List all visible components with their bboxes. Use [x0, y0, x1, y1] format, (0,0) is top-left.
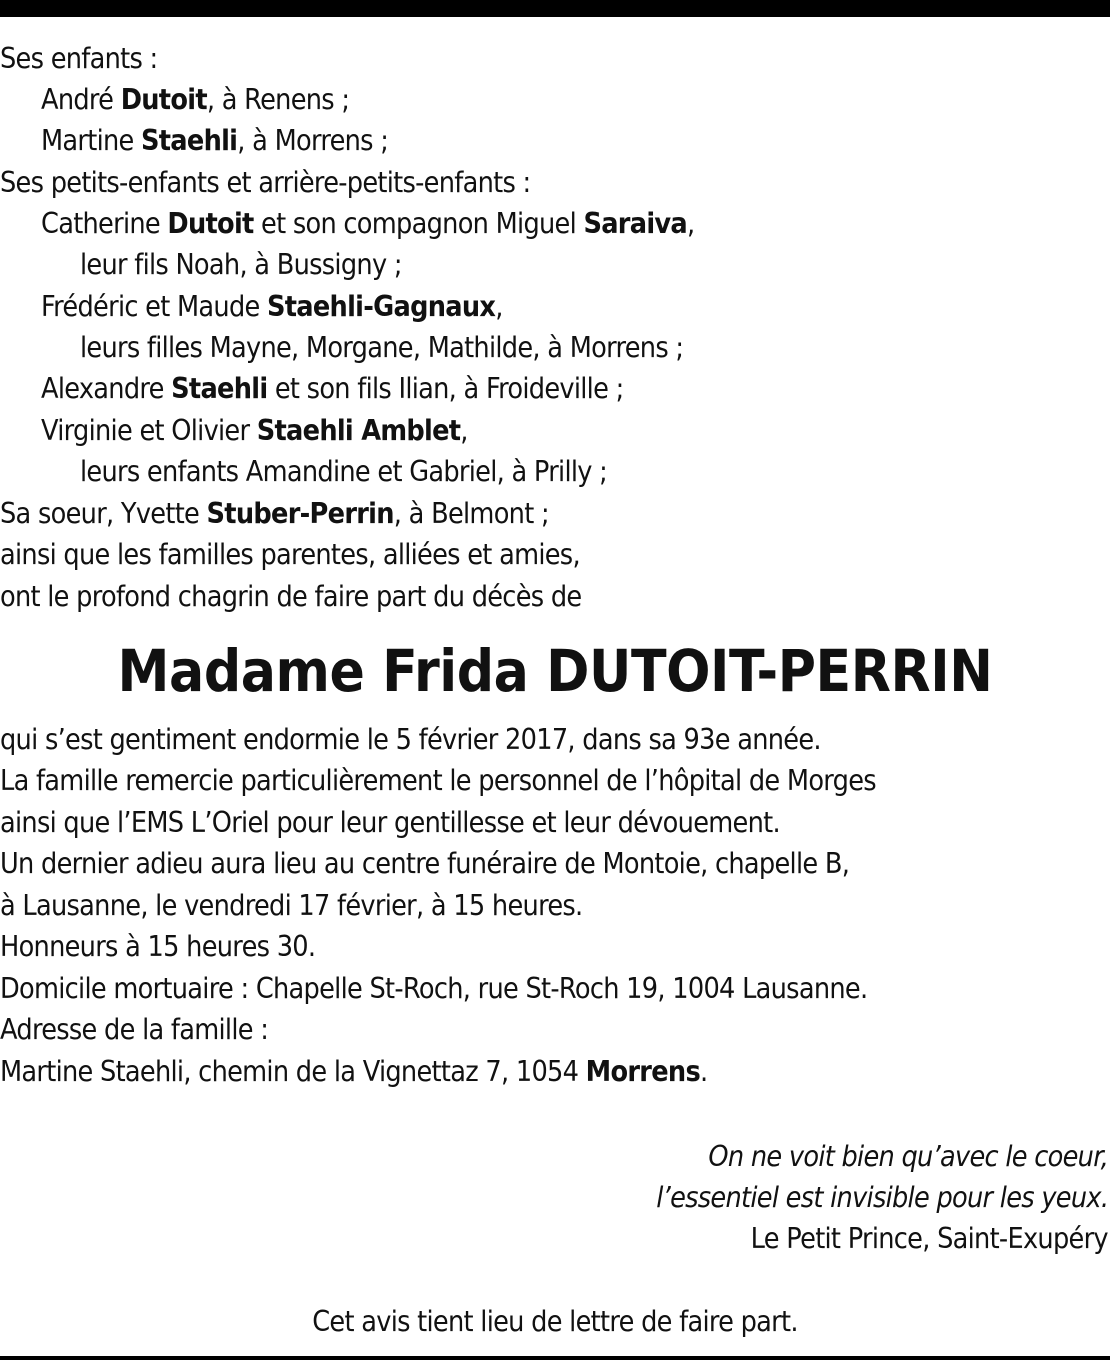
surname: Staehli: [171, 372, 268, 405]
surname: Stuber-Perrin: [206, 497, 394, 530]
sister-entry: Sa soeur, Yvette Stuber-Perrin, à Belmont ;: [0, 497, 549, 530]
details-line: Domicile mortuaire : Chapelle St-Roch, rue St-Roch 19, 1004 Lausanne.: [0, 972, 868, 1005]
details-line: à Lausanne, le vendredi 17 février, à 15 heures.: [0, 889, 583, 922]
address-town: Morrens: [585, 1055, 701, 1088]
announce-line: ont le profond chagrin de faire part du décès de: [0, 580, 582, 613]
grandchild-entry: Alexandre Staehli et son fils Ilian, à Froideville ;: [41, 372, 624, 405]
details-line: Adresse de la famille :: [0, 1013, 269, 1046]
quote-attribution: Le Petit Prince, Saint-Exupéry: [750, 1222, 1108, 1255]
surname: Staehli-Gagnaux: [266, 290, 496, 323]
details-line: Honneurs à 15 heures 30.: [0, 930, 316, 963]
great-grandchild-entry: leur fils Noah, à Bussigny ;: [80, 248, 402, 281]
surname: Saraiva: [583, 207, 687, 240]
child-entry: Martine Staehli, à Morrens ;: [41, 124, 389, 157]
deceased-name: Madame Frida DUTOIT-PERRIN: [117, 637, 993, 705]
details-line: ainsi que l’EMS L’Oriel pour leur gentillesse et leur dévouement.: [0, 806, 780, 839]
surname: Dutoit: [167, 207, 254, 240]
footer-note: Cet avis tient lieu de lettre de faire part.: [312, 1305, 798, 1338]
surname: Staehli Amblet: [256, 414, 461, 447]
bottom-rule: [0, 1356, 1110, 1360]
grandchild-entry: Frédéric et Maude Staehli-Gagnaux,: [41, 290, 503, 323]
grandchild-entry: Catherine Dutoit et son compagnon Miguel Saraiva,: [41, 207, 695, 240]
grandchild-entry: Virginie et Olivier Staehli Amblet,: [41, 414, 468, 447]
grandchildren-heading: Ses petits-enfants et arrière-petits-enfants :: [0, 166, 531, 199]
details-line: La famille remercie particulièrement le personnel de l’hôpital de Morges: [0, 764, 876, 797]
quote-line: On ne voit bien qu’avec le coeur,: [708, 1140, 1108, 1173]
details-line: Un dernier adieu aura lieu au centre funéraire de Montoie, chapelle B,: [0, 847, 850, 880]
child-entry: André Dutoit, à Renens ;: [41, 83, 350, 116]
great-grandchild-entry: leurs enfants Amandine et Gabriel, à Prilly ;: [80, 455, 608, 488]
quote-line: l’essentiel est invisible pour les yeux.: [655, 1181, 1108, 1214]
top-rule: [0, 0, 1110, 17]
family-address: Martine Staehli, chemin de la Vignettaz 7, 1054 Morrens.: [0, 1055, 708, 1088]
great-grandchild-entry: leurs filles Mayne, Morgane, Mathilde, à Morrens ;: [80, 331, 684, 364]
surname: Dutoit: [120, 83, 207, 116]
children-heading: Ses enfants :: [0, 42, 158, 75]
families-line: ainsi que les familles parentes, alliées et amies,: [0, 538, 580, 571]
surname: Staehli: [141, 124, 238, 157]
details-line: qui s’est gentiment endormie le 5 février 2017, dans sa 93e année.: [0, 723, 821, 756]
